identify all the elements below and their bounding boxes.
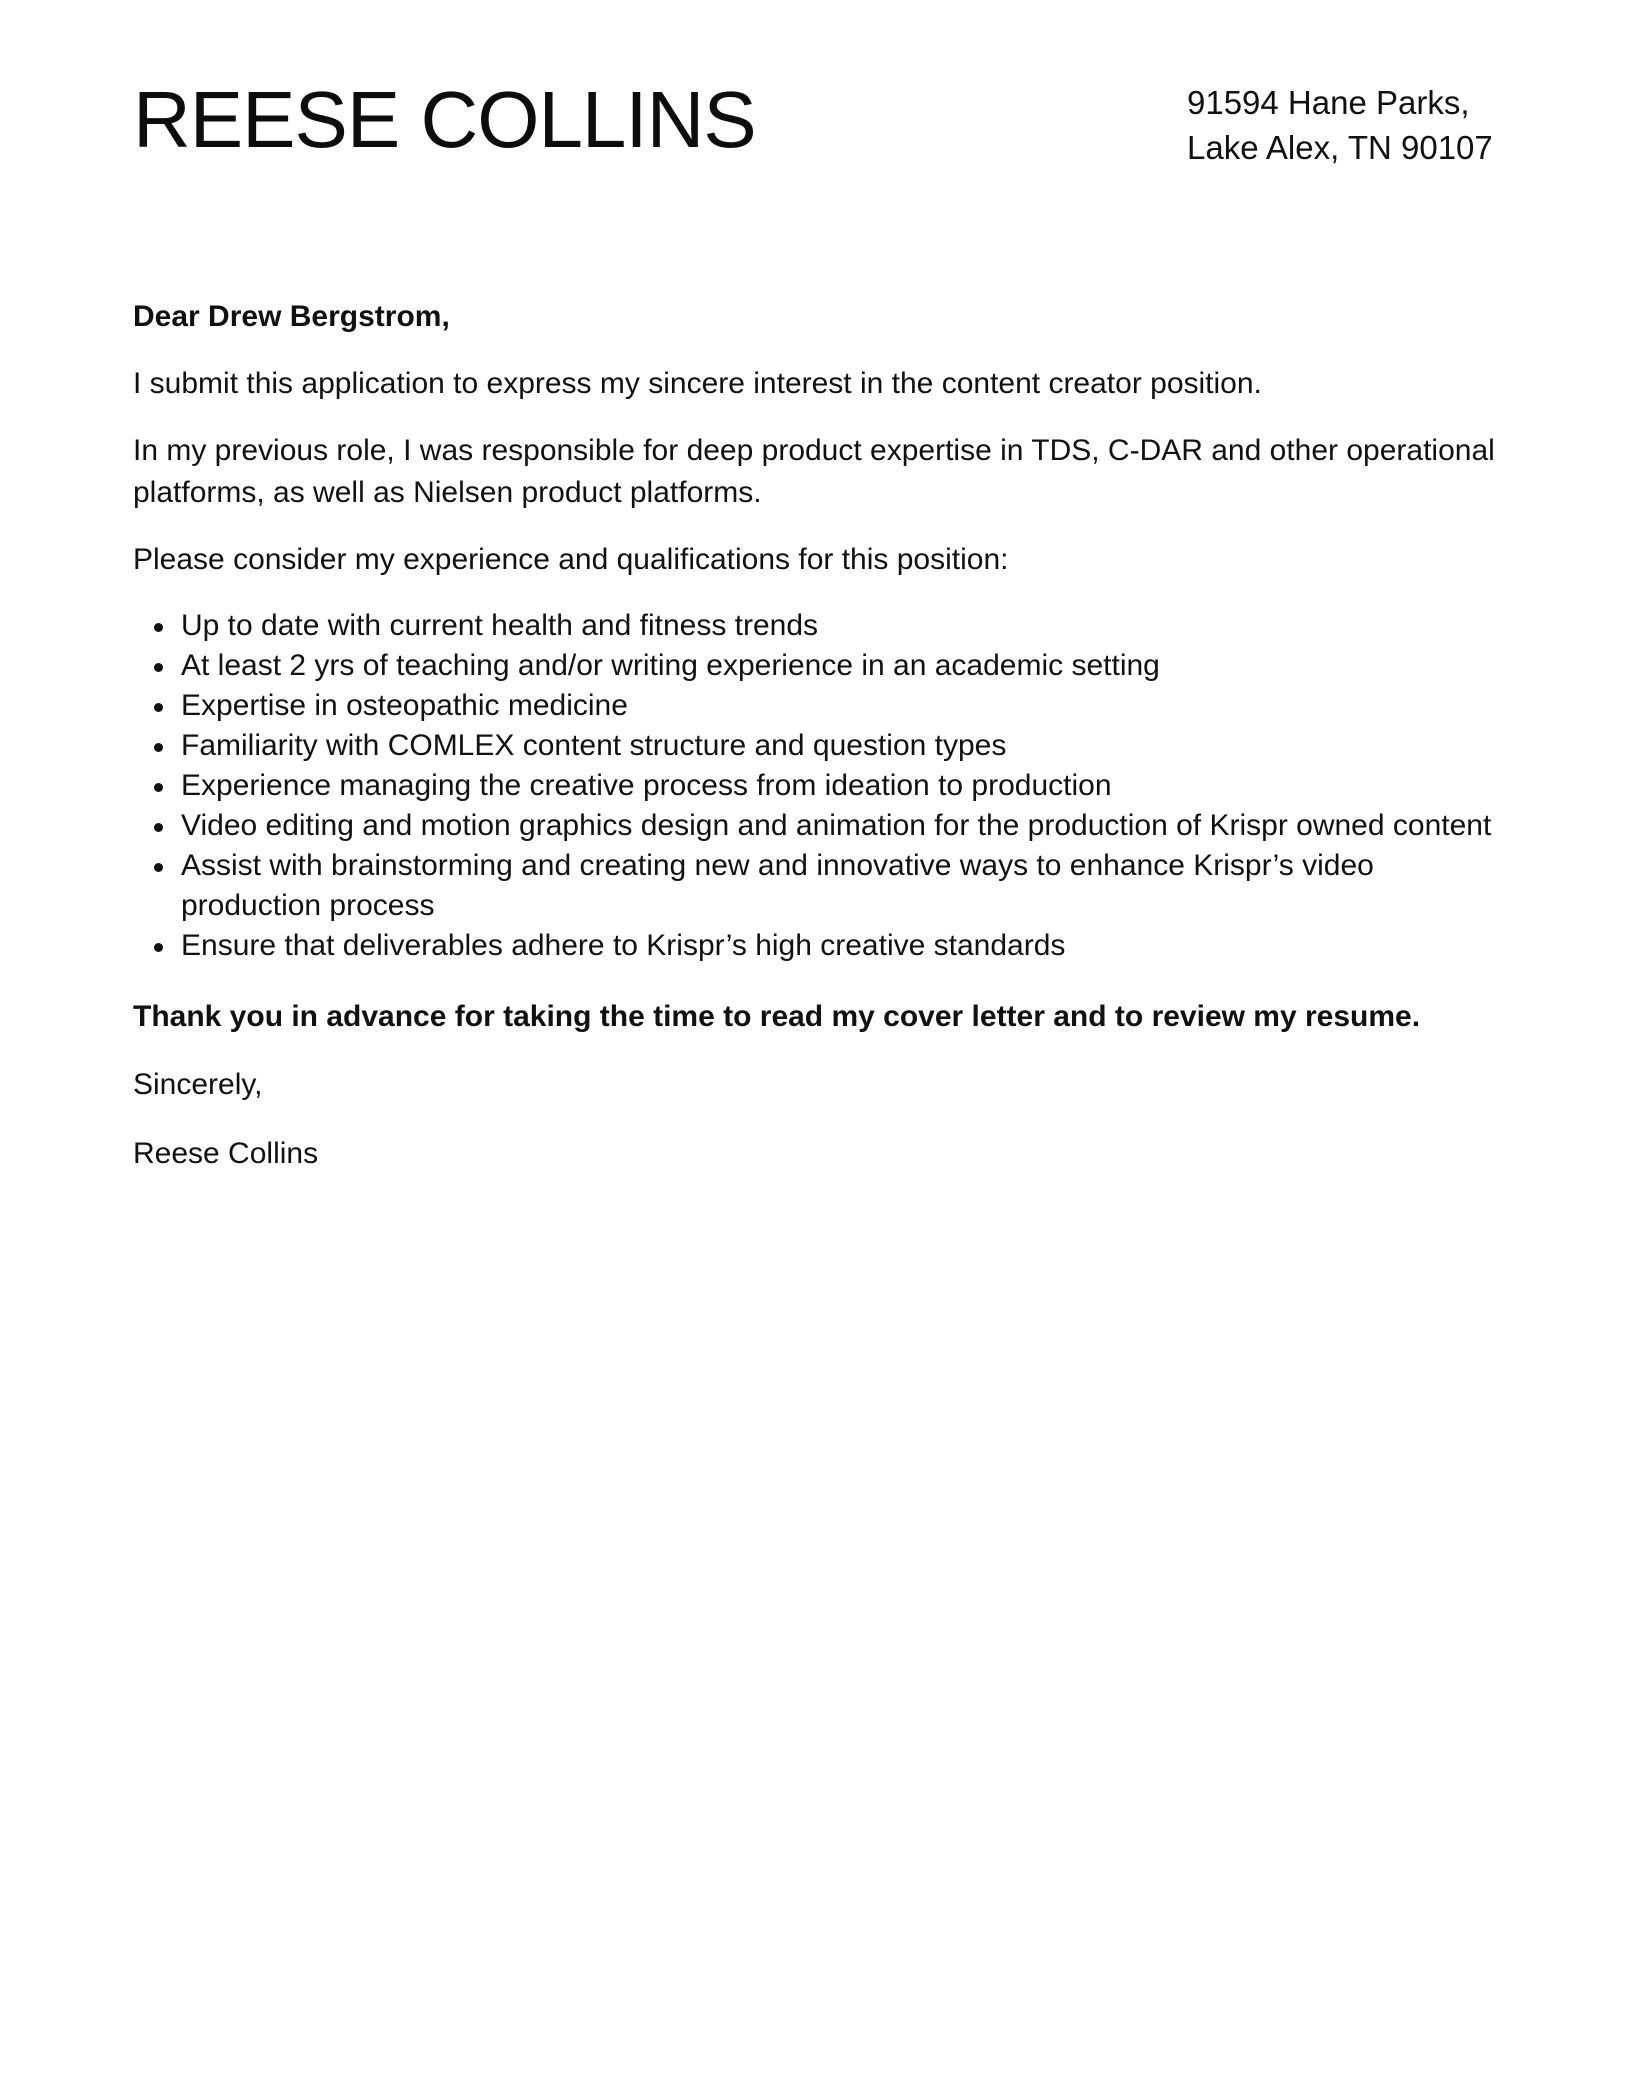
qualification-item: Familiarity with COMLEX content structure and question types (181, 726, 1503, 766)
qualification-item: Expertise in osteopathic medicine (181, 686, 1503, 726)
qualification-item: At least 2 yrs of teaching and/or writing experience in an academic setting (181, 646, 1503, 686)
qualification-item: Video editing and motion graphics design and animation for the production of Krispr owned content (181, 806, 1503, 846)
address-line-2: Lake Alex, TN 90107 (1187, 129, 1493, 166)
previous-role-paragraph: In my previous role, I was responsible for deep product expertise in TDS, C-DAR and other operational platforms, as well as Nielsen product platforms. (133, 434, 1495, 509)
signature-name: Reese Collins (133, 1137, 319, 1170)
thank-you-paragraph: Thank you in advance for taking the time to read my cover letter and to review my resume. (133, 1000, 1421, 1033)
applicant-address (1187, 80, 1493, 170)
qualification-item: Experience managing the creative process from ideation to production (181, 766, 1503, 806)
qualifications-intro: Please consider my experience and qualifications for this position: (133, 543, 1009, 576)
applicant-name: REESE COLLINS (133, 75, 756, 164)
qualification-item: Up to date with current health and fitness trends (181, 606, 1503, 646)
address-line-1: 91594 Hane Parks, (1187, 84, 1470, 121)
qualification-item: Assist with brainstorming and creating new and innovative ways to enhance Krispr’s video production process (181, 846, 1503, 926)
intro-paragraph: I submit this application to express my sincere interest in the content creator position. (133, 367, 1262, 400)
qualification-item: Ensure that deliverables adhere to Krispr’s high creative standards (181, 926, 1503, 966)
letter-body (133, 296, 1503, 1201)
closing: Sincerely, (133, 1068, 263, 1101)
salutation: Dear Drew Bergstrom, (133, 300, 450, 333)
qualifications-list (133, 606, 1503, 966)
